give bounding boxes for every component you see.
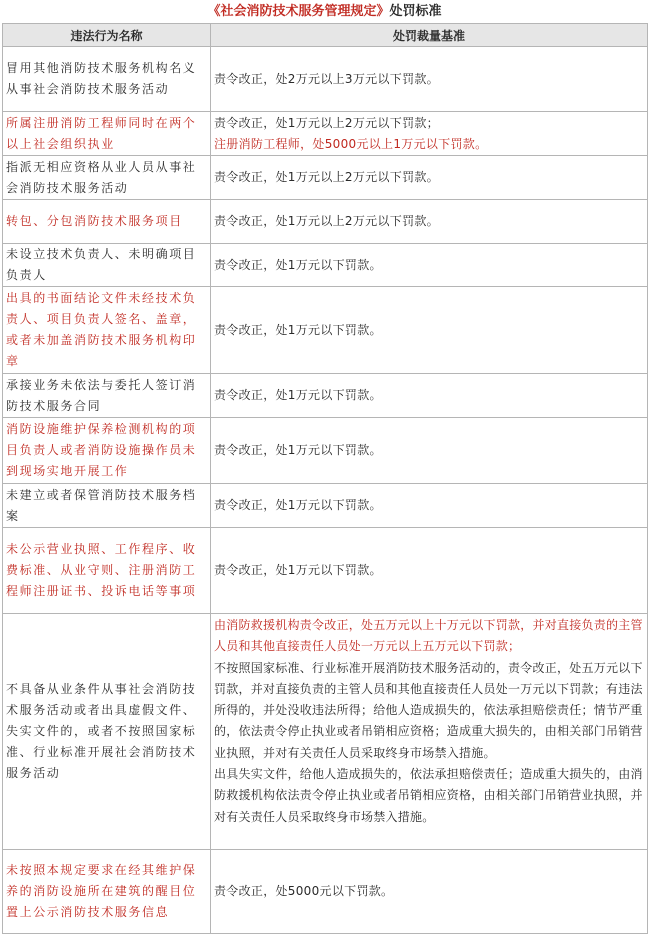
table-row bbox=[3, 374, 648, 418]
table-row bbox=[3, 112, 648, 156]
title-main: 《社会消防技术服务管理规定》 bbox=[207, 4, 390, 19]
penalty-line: 责令改正，处1万元以上2万元以下罚款。 bbox=[214, 170, 439, 184]
title-suffix: 处罚标准 bbox=[389, 4, 442, 19]
violation-cell: 消防设施维护保养检测机构的项目负责人或者消防设施操作员未到现场实地开展工作 bbox=[3, 418, 211, 484]
penalty-cell bbox=[211, 156, 648, 200]
penalty-line: 责令改正，处1万元以上2万元以下罚款。 bbox=[214, 214, 439, 228]
penalty-line: 出具失实文件，给他人造成损失的，依法承担赔偿责任；造成重大损失的，由消防救援机构依法责令停止执业或者吊销相应资格，由相关部门吊销营业执照，并对有关责任人员采取终身市场禁入措施。 bbox=[214, 767, 643, 824]
table-row bbox=[3, 614, 648, 850]
penalty-line: 注册消防工程师，处5000元以上1万元以下罚款。 bbox=[214, 136, 488, 151]
violation-cell: 指派无相应资格从业人员从事社会消防技术服务活动 bbox=[3, 156, 211, 200]
penalty-line: 责令改正，处1万元以下罚款。 bbox=[214, 563, 382, 577]
penalty-cell bbox=[211, 47, 648, 112]
penalty-line: 不按照国家标准、行业标准开展消防技术服务活动的，责令改正，处五万元以下罚款，并对直接负责的主管人员和其他直接责任人员处一万元以下罚款；有违法所得的，并处没收违法所得；给他人造成损失的，依法承担赔偿责任；情节严重的，依法责令停止执业或者吊销相应资格；造成重大损失的，由相关部门吊销营业执照，并对有关责任人员采取终身市场禁入措施。 bbox=[214, 660, 643, 760]
penalty-cell bbox=[211, 112, 648, 156]
penalty-cell bbox=[211, 200, 648, 244]
penalty-line: 责令改正，处1万元以下罚款。 bbox=[214, 498, 382, 512]
violation-cell: 未按照本规定要求在经其维护保养的消防设施所在建筑的醒目位置上公示消防技术服务信息 bbox=[3, 850, 211, 934]
violation-cell: 所属注册消防工程师同时在两个以上社会组织执业 bbox=[3, 112, 211, 156]
violation-cell: 不具备从业条件从事社会消防技术服务活动或者出具虚假文件、失实文件的，或者不按照国家标准、行业标准开展社会消防技术服务活动 bbox=[3, 614, 211, 850]
penalty-cell bbox=[211, 244, 648, 287]
violation-cell: 未设立技术负责人、未明确项目负责人 bbox=[3, 244, 211, 287]
penalty-line: 责令改正，处1万元以下罚款。 bbox=[214, 443, 382, 457]
penalty-cell bbox=[211, 614, 648, 850]
penalty-line: 责令改正，处1万元以上2万元以下罚款； bbox=[214, 115, 439, 130]
table-row bbox=[3, 484, 648, 528]
penalty-cell bbox=[211, 374, 648, 418]
violation-cell: 未公示营业执照、工作程序、收费标准、从业守则、注册消防工程师注册证书、投诉电话等事项 bbox=[3, 528, 211, 614]
table-row bbox=[3, 287, 648, 374]
table-row bbox=[3, 47, 648, 112]
violation-cell: 出具的书面结论文件未经技术负责人、项目负责人签名、盖章，或者未加盖消防技术服务机构印章 bbox=[3, 287, 211, 374]
penalty-cell bbox=[211, 287, 648, 374]
page-title bbox=[0, 0, 649, 23]
header-penalty: 处罚裁量基准 bbox=[211, 24, 648, 47]
table-row bbox=[3, 850, 648, 934]
penalty-cell bbox=[211, 850, 648, 934]
table-row bbox=[3, 528, 648, 614]
violation-cell: 冒用其他消防技术服务机构名义从事社会消防技术服务活动 bbox=[3, 47, 211, 112]
penalty-line: 责令改正，处1万元以下罚款。 bbox=[214, 388, 382, 402]
penalty-line: 责令改正，处1万元以下罚款。 bbox=[214, 322, 382, 337]
penalty-line: 责令改正，处5000元以下罚款。 bbox=[214, 884, 394, 898]
table-header-row bbox=[3, 24, 648, 47]
table-row bbox=[3, 244, 648, 287]
penalty-line: 由消防救援机构责令改正，处五万元以上十万元以下罚款，并对直接负责的主管人员和其他直接责任人员处一万元以上五万元以下罚款； bbox=[214, 618, 643, 654]
violation-cell: 转包、分包消防技术服务项目 bbox=[3, 200, 211, 244]
table-row bbox=[3, 418, 648, 484]
table-row bbox=[3, 156, 648, 200]
violation-cell: 承接业务未依法与委托人签订消防技术服务合同 bbox=[3, 374, 211, 418]
penalty-line: 责令改正，处1万元以下罚款。 bbox=[214, 257, 382, 272]
header-violation: 违法行为名称 bbox=[3, 24, 211, 47]
violation-cell: 未建立或者保管消防技术服务档案 bbox=[3, 484, 211, 528]
penalty-cell bbox=[211, 484, 648, 528]
penalty-cell bbox=[211, 528, 648, 614]
penalty-line: 责令改正，处2万元以上3万元以下罚款。 bbox=[214, 71, 439, 86]
penalty-cell bbox=[211, 418, 648, 484]
penalty-table bbox=[2, 23, 648, 934]
table-row bbox=[3, 200, 648, 244]
